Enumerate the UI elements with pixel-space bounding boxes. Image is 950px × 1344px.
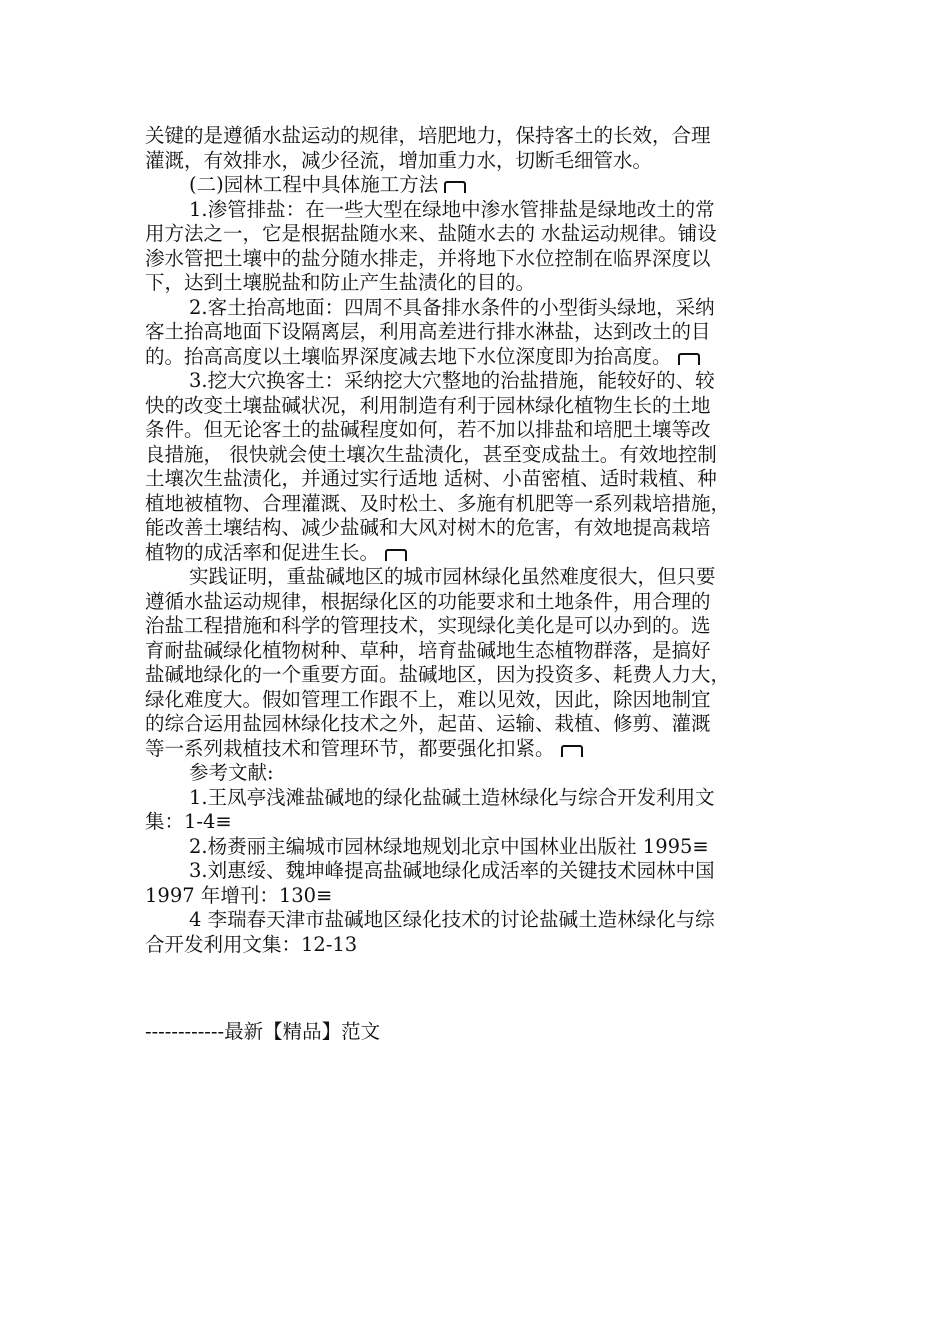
- text-line-content: 集：1-4≡: [145, 810, 232, 833]
- text-line: [145, 688, 805, 713]
- text-line: [145, 173, 805, 198]
- text-line: [145, 467, 805, 492]
- text-line-content: 1.渗管排盐：在一些大型在绿地中渗水管排盐是绿地改土的常: [189, 197, 715, 221]
- text-line: [145, 247, 805, 272]
- text-line-content: 治盐工程措施和科学的管理技术，实现绿化美化是可以办到的。选: [145, 614, 711, 637]
- text-line: [145, 859, 805, 884]
- text-line: [145, 198, 805, 223]
- text-line: [145, 737, 805, 762]
- text-line: [145, 565, 805, 590]
- text-line-content: 3.刘惠绥、魏坤峰提高盐碱地绿化成活率的关键技术园林中国: [189, 859, 715, 882]
- text-line-content: 快的改变土壤盐碱状况，利用制造有利于园林绿化植物生长的土地: [145, 393, 711, 417]
- text-line: [145, 541, 805, 566]
- text-line-content: 遵循水盐运动规律，根据绿化区的功能要求和土地条件，用合理的: [145, 589, 711, 613]
- text-line-content: 关键的是遵循水盐运动的规律，培肥地力，保持客土的长效，合理: [145, 124, 711, 147]
- text-line-content: 用方法之一，它是根据盐随水来、盐随水去的 水盐运动规律。铺设: [145, 222, 717, 245]
- text-line: [145, 296, 805, 321]
- text-line-content: 的。抬高高度以土壤临界深度减去地下水位深度即为抬高度。: [145, 344, 672, 368]
- text-line-content: 灌溉，有效排水，减少径流，增加重力水，切断毛细管水。: [145, 148, 653, 172]
- text-line: [145, 884, 805, 909]
- text-line-content: 等一系列栽植技术和管理环节，都要强化扣紧。: [145, 736, 555, 760]
- paragraph-mark-icon: [385, 549, 407, 561]
- text-line: [145, 369, 805, 394]
- text-line-content: 绿化难度大。假如管理工作跟不上，难以见效，因此，除因地制宜: [145, 687, 711, 711]
- text-line-content: 能改善土壤结构、减少盐碱和大风对树木的危害，有效地提高栽培: [145, 516, 711, 539]
- text-line-content: 2.杨赉丽主编城市园林绿地规划北京中国林业出版社 1995≡: [189, 834, 709, 858]
- text-line: [145, 394, 805, 419]
- text-line: [145, 492, 805, 517]
- text-line-content: 植地被植物、合理灌溉、及时松土、多施有机肥等一系列栽培措施，: [145, 491, 731, 515]
- text-line-content: 合开发利用文集：12-13: [145, 932, 358, 956]
- text-line-content: 土壤次生盐渍化，并通过实行适地 适树、小苗密植、适时栽植、种: [145, 467, 717, 490]
- text-line: [145, 835, 805, 860]
- paragraph-mark-icon: [444, 181, 466, 193]
- text-line-content: (二)园林工程中具体施工方法: [189, 173, 439, 196]
- text-line: [145, 345, 805, 370]
- text-line: [145, 663, 805, 688]
- paragraph-mark-icon: [678, 353, 700, 365]
- text-line: [145, 222, 805, 247]
- text-line: [145, 810, 805, 835]
- text-line-content: 3.挖大穴换客土：采纳挖大穴整地的治盐措施，能较好的、较: [189, 369, 715, 392]
- text-line-content: 的综合运用盐园林绿化技术之外，起苗、运输、栽植、修剪、灌溉: [145, 712, 711, 735]
- text-line: [145, 786, 805, 811]
- text-line-content: 盐碱地绿化的一个重要方面。盐碱地区，因为投资多、耗费人力大，: [145, 663, 731, 686]
- text-line: [145, 639, 805, 664]
- text-line-content: 植物的成活率和促进生长。: [145, 540, 380, 564]
- text-line-content: 实践证明，重盐碱地区的城市园林绿化虽然难度很大，但只要: [189, 565, 716, 588]
- text-line: [145, 516, 805, 541]
- text-line: [145, 320, 805, 345]
- text-line-content: 4 李瑞春天津市盐碱地区绿化技术的讨论盐碱土造林绿化与综: [189, 908, 715, 931]
- text-line-content: 1997 年增刊：130≡: [145, 883, 333, 907]
- text-line-content: 育耐盐碱绿化植物树种、草种，培育盐碱地生态植物群落，是搞好: [145, 638, 711, 662]
- text-line: [145, 933, 805, 958]
- document-body: [145, 124, 805, 957]
- text-line-content: 良措施， 很快就会使土壤次生盐渍化，甚至变成盐土。有效地控制: [145, 442, 717, 466]
- paragraph-mark-icon: [561, 745, 583, 757]
- text-line: [145, 590, 805, 615]
- text-line: [145, 271, 805, 296]
- text-line: [145, 712, 805, 737]
- text-line: [145, 149, 805, 174]
- text-line-content: 2.客土抬高地面：四周不具备排水条件的小型街头绿地，采纳: [189, 295, 715, 319]
- text-line: [145, 908, 805, 933]
- text-line-content: 下，达到土壤脱盐和防止产生盐渍化的目的。: [145, 271, 536, 294]
- text-line-content: 参考文献:: [189, 761, 274, 784]
- text-line-content: 渗水管把土壤中的盐分随水排走，并将地下水位控制在临界深度以: [145, 246, 711, 270]
- text-line: [145, 761, 805, 786]
- text-line: [145, 124, 805, 149]
- text-line-content: 条件。但无论客土的盐碱程度如何，若不加以排盐和培肥土壤等改: [145, 418, 711, 441]
- page-footer: ------------最新【精品】范文: [145, 1020, 381, 1043]
- text-line: [145, 418, 805, 443]
- text-line-content: 1.王凤亭浅滩盐碱地的绿化盐碱土造林绿化与综合开发利用文: [189, 785, 715, 809]
- text-line-content: 客土抬高地面下设隔离层，利用高差进行排水淋盐，达到改土的目: [145, 320, 711, 343]
- text-line: [145, 614, 805, 639]
- text-line: [145, 443, 805, 468]
